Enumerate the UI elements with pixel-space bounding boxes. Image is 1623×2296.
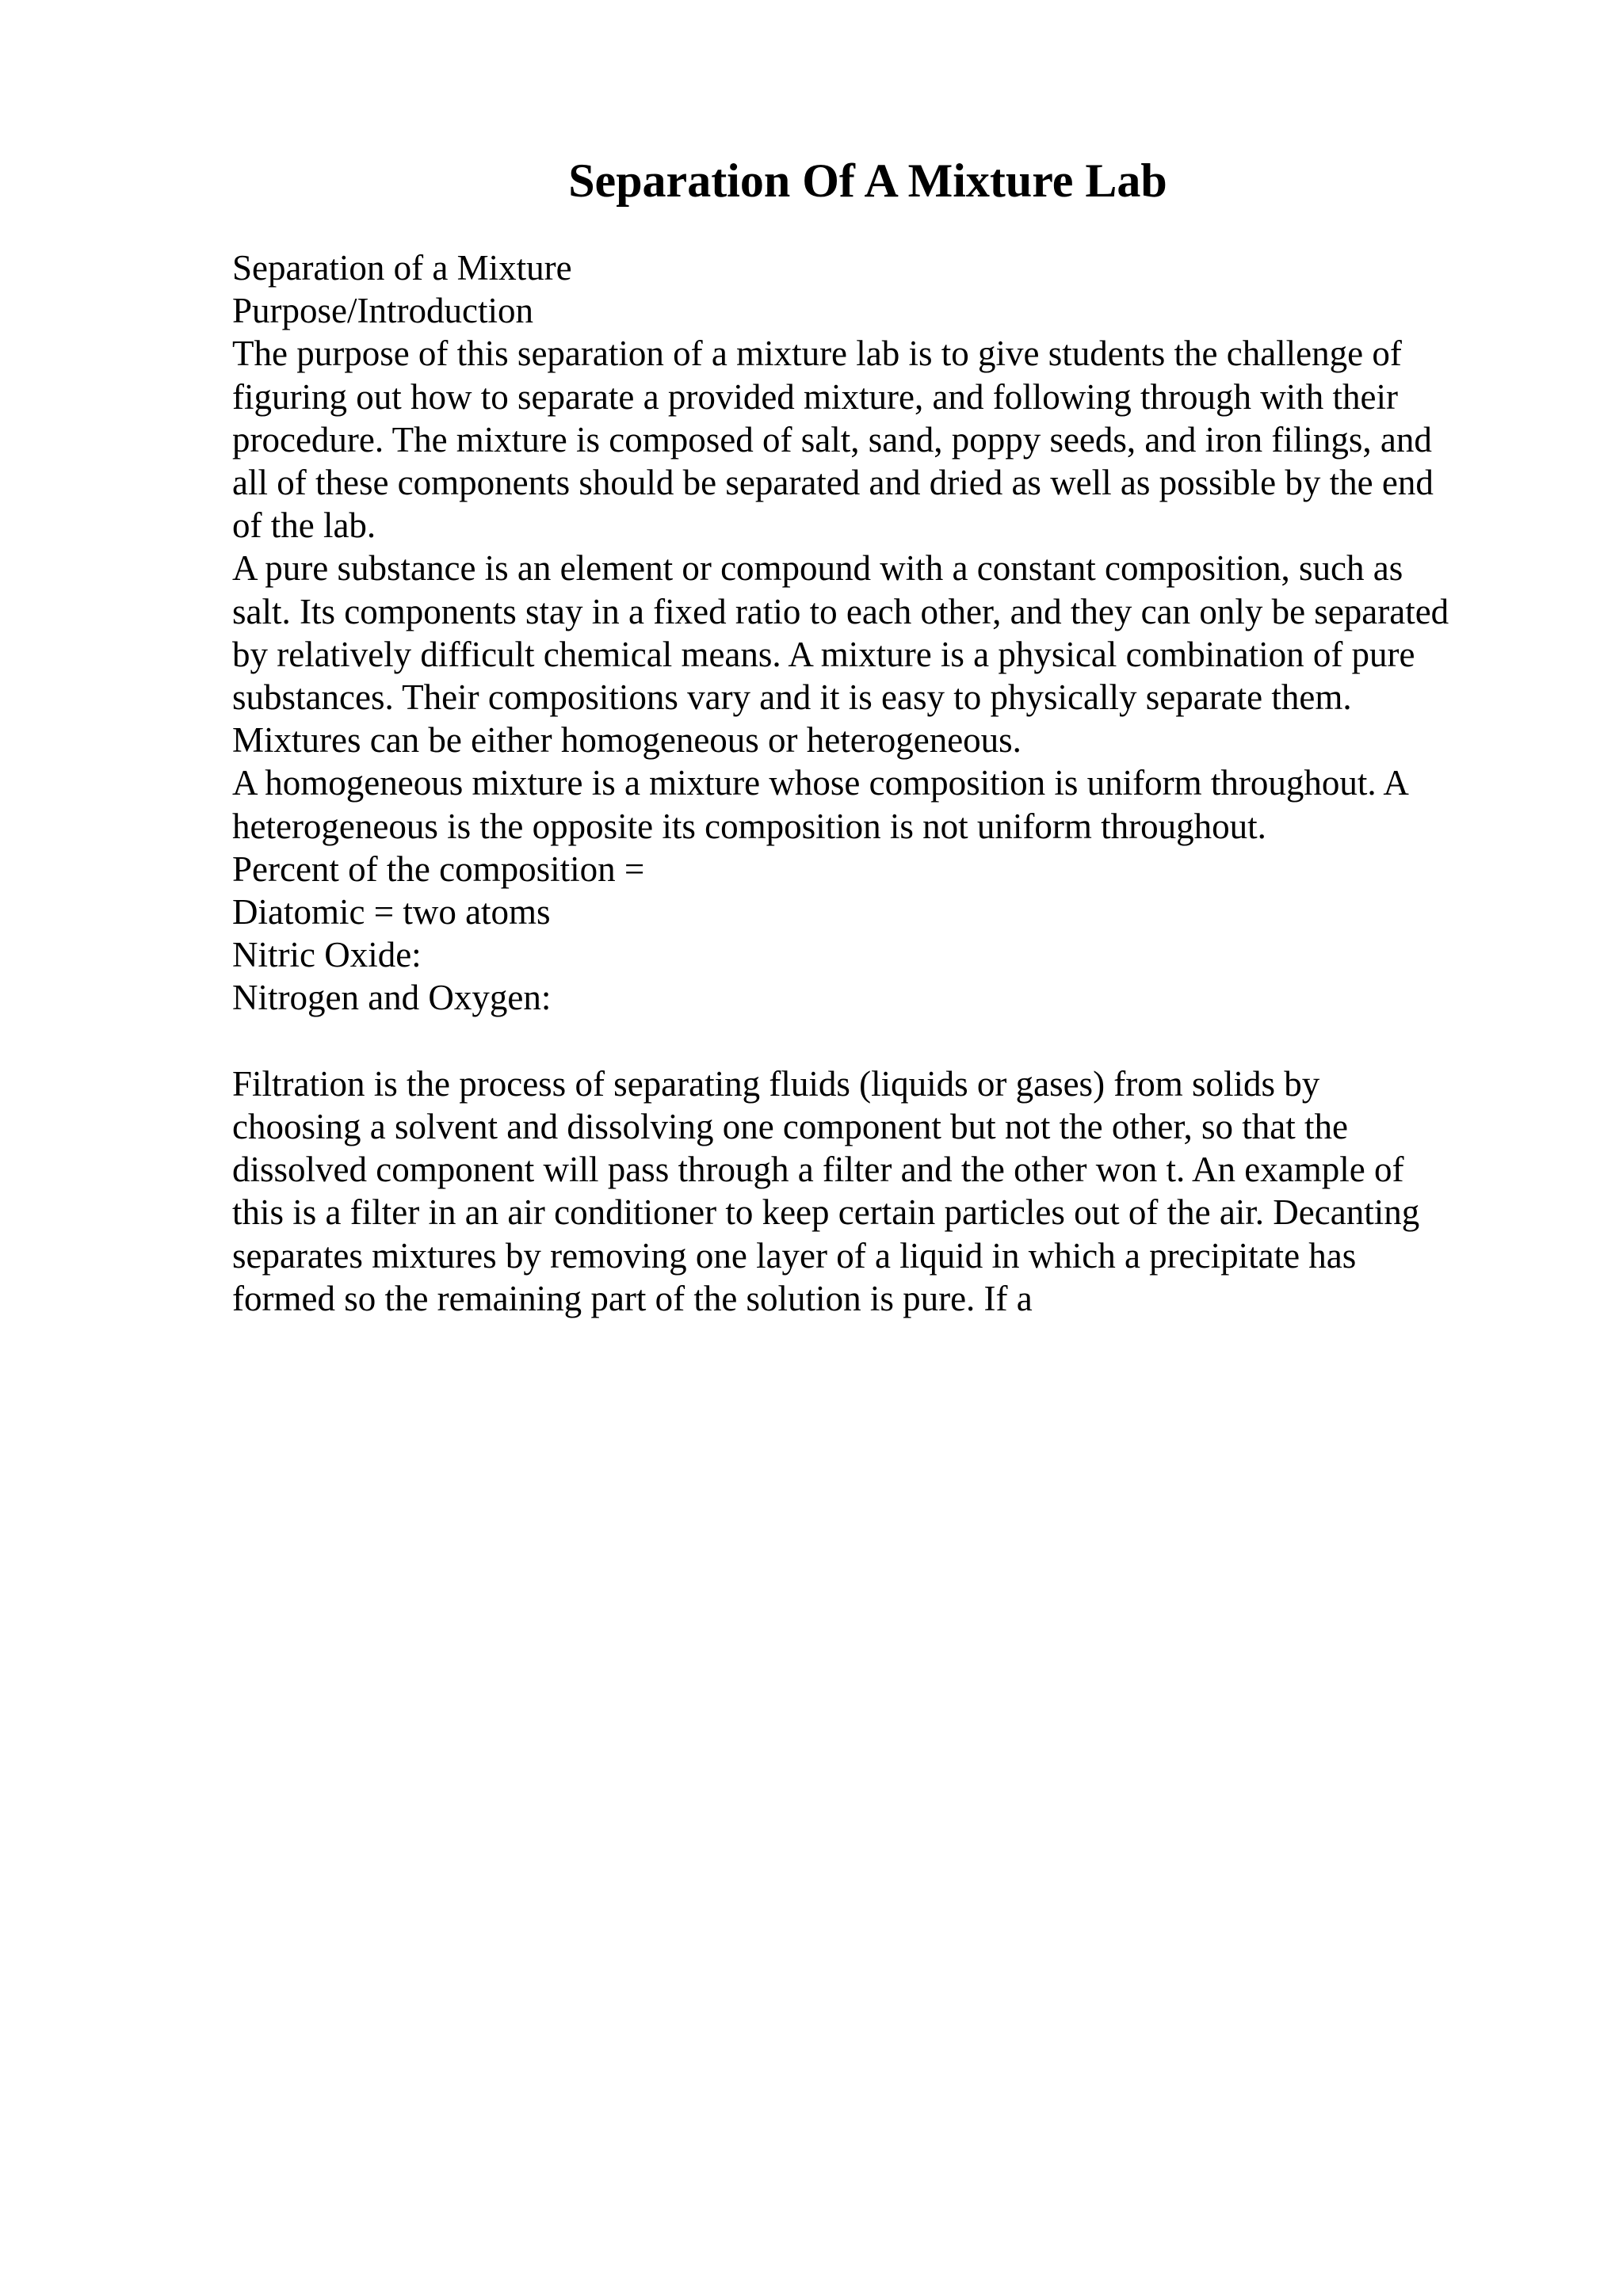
document-body: [232, 246, 1595, 1320]
body-line: substances. Their compositions vary and it is easy to physically separate them.: [232, 677, 1352, 718]
body-line: all of these components should be separated and dried as well as possible by the end: [232, 463, 1434, 503]
body-line: procedure. The mixture is composed of salt, sand, poppy seeds, and iron filings, and: [232, 419, 1432, 460]
body-line: heterogeneous is the opposite its composition is not uniform throughout.: [232, 806, 1266, 846]
body-line: choosing a solvent and dissolving one component but not the other, so that the: [232, 1107, 1348, 1147]
body-line: Diatomic = two atoms: [232, 892, 551, 933]
body-line: by relatively difficult chemical means. A mixture is a physical combination of pure: [232, 634, 1415, 674]
body-line: The purpose of this separation of a mixture lab is to give students the challenge of: [232, 334, 1402, 374]
body-line: A homogeneous mixture is a mixture whose composition is uniform throughout. A: [232, 763, 1409, 803]
body-line: Separation of a Mixture: [232, 248, 572, 288]
body-line: Nitrogen and Oxygen:: [232, 978, 552, 1018]
body-line: Purpose/Introduction: [232, 291, 533, 331]
body-line: formed so the remaining part of the solution is pure. If a: [232, 1278, 1033, 1318]
page-title: Separation Of A Mixture Lab: [568, 154, 1167, 207]
body-line: Filtration is the process of separating fluids (liquids or gases) from solids by: [232, 1063, 1320, 1104]
body-line: Percent of the composition =: [232, 849, 645, 889]
body-line: figuring out how to separate a provided mixture, and following through with their: [232, 376, 1398, 417]
body-line: dissolved component will pass through a filter and the other won t. An example of: [232, 1150, 1404, 1190]
body-line: A pure substance is an element or compound with a constant composition, such as: [232, 548, 1403, 589]
body-line: this is a filter in an air conditioner to keep certain particles out of the air. Decanting: [232, 1192, 1420, 1233]
body-line: Nitric Oxide:: [232, 935, 422, 975]
body-line: salt. Its components stay in a fixed ratio to each other, and they can only be separated: [232, 591, 1449, 631]
body-line: separates mixtures by removing one layer of a liquid in which a precipitate has: [232, 1235, 1357, 1276]
paragraph-spacer: [232, 1020, 1595, 1062]
body-line: of the lab.: [232, 505, 376, 546]
body-line: Mixtures can be either homogeneous or heterogeneous.: [232, 720, 1022, 761]
